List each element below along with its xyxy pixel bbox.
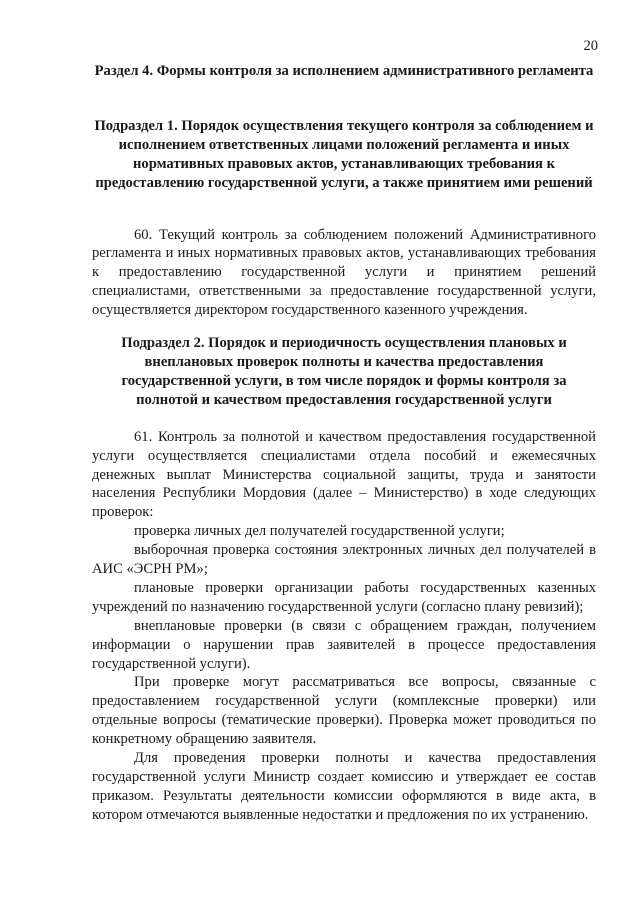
paragraph-60: 60. Текущий контроль за соблюдением положений Административного регламента и иных нормативных правовых актов, устанавливающих требования к предоставлению государственной услуги и принятием решений специалистами, ответственными за предоставление государственной услуги, осуществляется директором государственного казенного учреждения. [92,226,596,319]
section-title: Раздел 4. Формы контроля за исполнением административного регламента [94,63,594,79]
list-item-personal-files: проверка личных дел получателей государственной услуги; [134,523,505,540]
paragraph-commission: Для проведения проверки полноты и качества предоставления государственной услуги Министр создает комиссию и утверждает ее состав приказом. Результаты деятельности комиссии оформляются в виде акта, в котором отмечаются выявленные недостатки и предложения по их устранению. [92,750,596,823]
list-item-unplanned-checks: внеплановые проверки (в связи с обращением граждан, получением информации о нарушении прав заявителей в процессе предоставления государственной услуги). [92,617,596,672]
paragraph-check-scope: При проверке могут рассматриваться все вопросы, связанные с предоставлением государственной услуги (комплексные проверки) или отдельные вопросы (тематические проверки). Проверка может проводиться по конкретному обращению заявителя. [92,674,596,748]
subsection-2-title: Подраздел 2. Порядок и периодичность осуществления плановых и внеплановых проверок полноты и качества предоставления государственной услуги, в том числе порядок и формы контроля за полнотой и качеством предоставления государственной услуги [121,335,567,408]
page-number: 20 [583,38,598,54]
list-item-electronic-files: выборочная проверка состояния электронных личных дел получателей в АИС «ЭСРН РМ»; [92,542,596,578]
subsection-1-title: Подраздел 1. Порядок осуществления текущего контроля за соблюдением и исполнением ответственных лицами положений регламента и иных нормативных правовых актов, устанавливающих требования к предоставлению государственной услуги, а также принятием ими решений [94,117,594,191]
paragraph-61: 61. Контроль за полнотой и качеством предоставления государственной услуги осуществляется специалистами отдела пособий и ежемесячных денежных выплат Министерства социальной защиты, труда и занятости населения Республики Мордовия (далее – Министерство) в ходе следующих проверок: [92,428,596,521]
list-item-planned-checks: плановые проверки организации работы государственных казенных учреждений по назначению государственной услуги (согласно плану ревизий); [92,579,596,615]
page-content [92,62,596,825]
